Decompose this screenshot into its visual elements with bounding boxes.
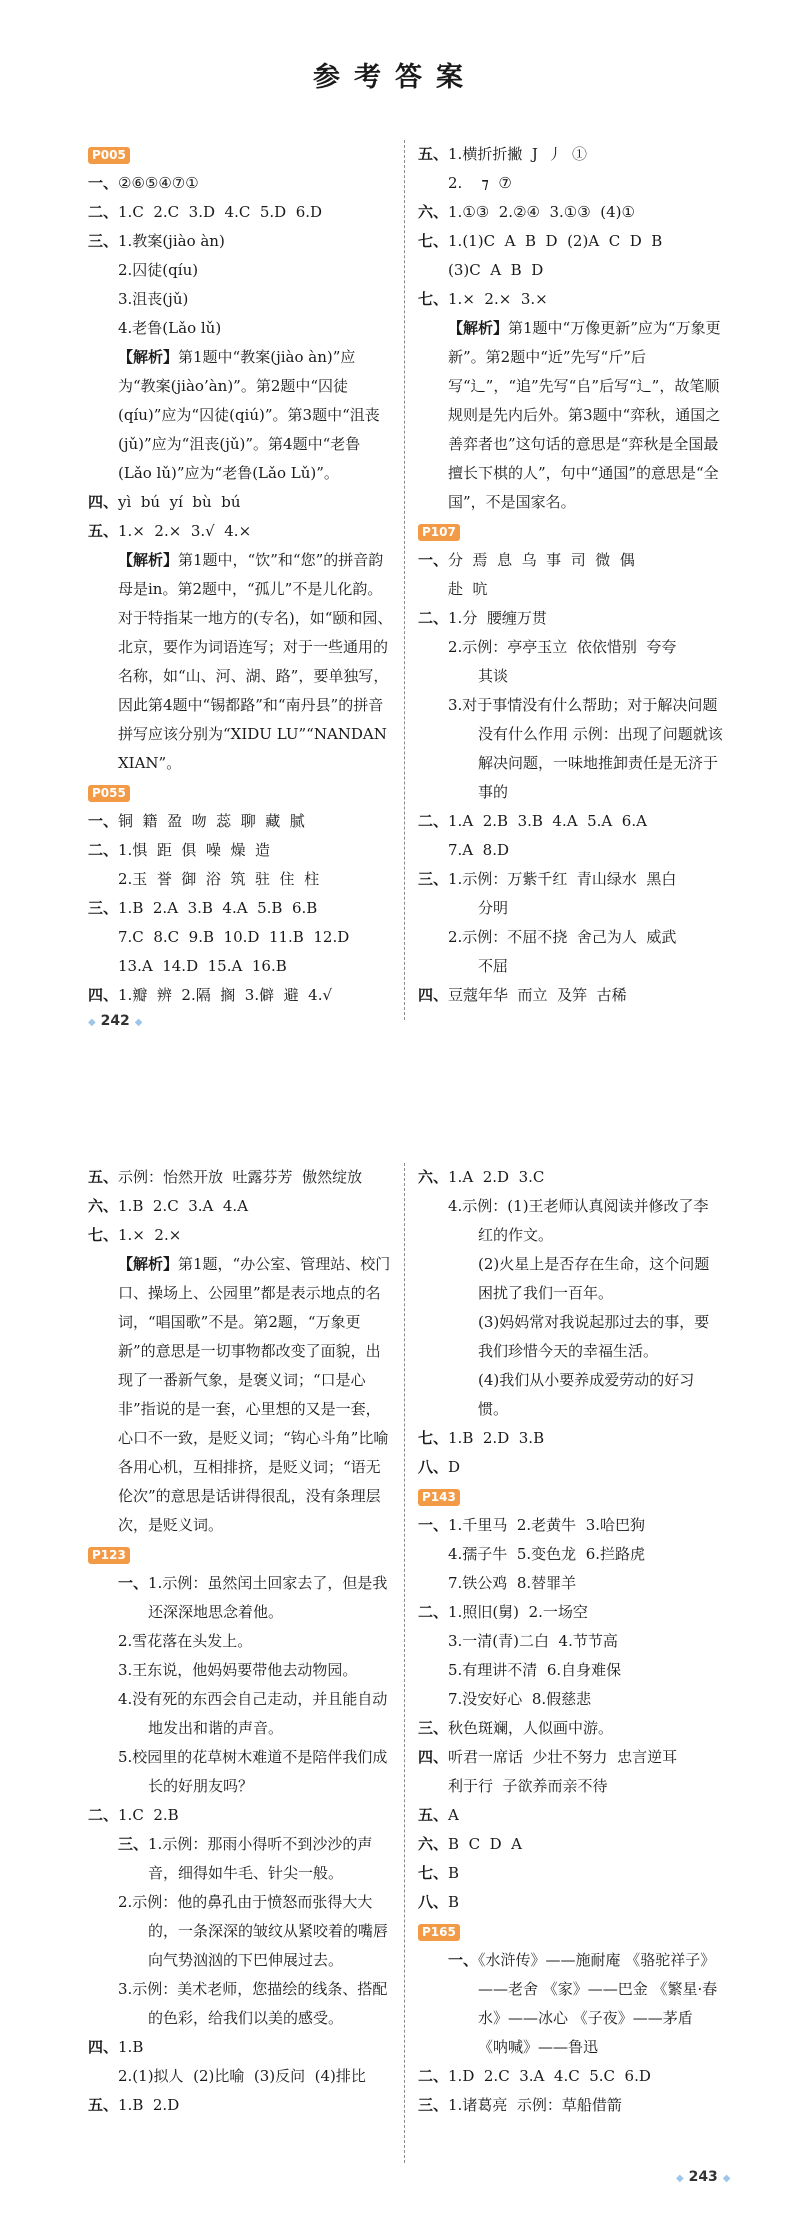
section-badge: P143 bbox=[418, 1489, 460, 1506]
answer-line: 四、豆蔻年华 而立 及笄 古稀 bbox=[418, 986, 627, 1004]
page1-left-column bbox=[88, 140, 393, 1010]
answer-line: 2.(1)拟人 (2)比喻 (3)反问 (4)排比 bbox=[118, 2067, 366, 2085]
question-number: 一、 bbox=[448, 1951, 479, 1969]
analysis-text: 第1题中，“饮”和“您”的拼音韵母是in。第2题中，“孤儿”不是儿化韵。对于特指某一地方的(专名)，如“颐和园、北京，要作为词语连写；对于一些通用的名称，如“山、河、湖、路”，要单独写，因此第4题中“锡都路”和“南丹县”的拼音拼写应该分别为“XIDU LU”“NANDAN XIAN”。 bbox=[118, 551, 393, 772]
answer-line: 2.示例：亭亭玉立 依依惜别 夸夸 bbox=[448, 638, 677, 656]
answer-line: 六、1.①③ 2.②④ 3.①③ (4)① bbox=[418, 203, 635, 221]
question-number: 一、 bbox=[418, 551, 449, 569]
answer-line: (4)我们从小要养成爱劳动的好习惯。 bbox=[478, 1371, 695, 1418]
answer-line: 四、听君一席话 少壮不努力 忠言逆耳 bbox=[418, 1748, 678, 1766]
answer-line: 3.示例：美术老师，您描绘的线条、搭配的色彩，给我们以美的感受。 bbox=[118, 1980, 388, 2027]
answer-line: 四、1.瓣 辨 2.隔 搁 3.僻 避 4.√ bbox=[88, 986, 333, 1004]
answer-line: 三、1.示例：那雨小得听不到沙沙的声音，细得如牛毛、针尖一般。 bbox=[118, 1835, 373, 1882]
answer-line: 其谈 bbox=[478, 667, 509, 685]
answer-line: 7.没安好心 8.假慈悲 bbox=[448, 1690, 592, 1708]
answer-line: (3)C A B D bbox=[448, 261, 544, 279]
section-badge: P107 bbox=[418, 524, 460, 541]
page-number-243: ◆ 243 ◆ bbox=[676, 2169, 731, 2185]
question-number: 五、 bbox=[88, 522, 119, 540]
page-title: 参考答案 bbox=[313, 62, 477, 93]
question-number: 五、 bbox=[418, 145, 449, 163]
question-number: 四、 bbox=[418, 1748, 449, 1766]
answer-line: 五、1.× 2.× 3.√ 4.× bbox=[88, 522, 252, 540]
answer-line: 一、1.千里马 2.老黄牛 3.哈巴狗 bbox=[418, 1516, 646, 1534]
analysis-block bbox=[88, 546, 393, 778]
answer-line: 二、1.C 2.C 3.D 4.C 5.D 6.D bbox=[88, 203, 323, 221]
question-number: 三、 bbox=[118, 1835, 149, 1853]
analysis-label: 【解析】 bbox=[118, 551, 179, 569]
answer-line: 2.玉 誉 御 浴 筑 驻 住 柱 bbox=[118, 870, 320, 888]
answer-line: 五、示例：怡然开放 吐露芬芳 傲然绽放 bbox=[88, 1168, 363, 1186]
question-number: 四、 bbox=[88, 493, 119, 511]
question-number: 六、 bbox=[418, 1835, 449, 1853]
answer-line: 二、1.惧 距 俱 噪 燥 造 bbox=[88, 841, 271, 859]
answer-line: 七、1.B 2.D 3.B bbox=[418, 1429, 545, 1447]
answer-line: 分明 bbox=[478, 899, 509, 917]
answer-line: 二、1.A 2.B 3.B 4.A 5.A 6.A bbox=[418, 812, 647, 830]
question-number: 三、 bbox=[418, 1719, 449, 1737]
answer-line: 三、1.诸葛亮 示例：草船借箭 bbox=[418, 2096, 622, 2114]
section-header bbox=[88, 1540, 393, 1569]
question-number: 八、 bbox=[418, 1893, 449, 1911]
answer-line: 一、1.示例：虽然闰土回家去了，但是我还深深地思念着他。 bbox=[118, 1574, 388, 1621]
page1-divider bbox=[404, 140, 405, 1020]
answer-line: 二、1.分 腰缠万贯 bbox=[418, 609, 547, 627]
analysis-text: 第1题，“办公室、管理站、校门口、操场上、公园里”都是表示地点的名词，“唱国歌”不是。第2题，“万象更新”的意思是一切事物都改变了面貌，出现了一番新气象，是褒义词；“口是心非”指说的是一套，心里想的又是一套，心口不一致，是贬义词；“钩心斗角”比喻各用心机，互相排挤，是贬义词；“语无伦次”的意思是话讲得很乱，没有条理层次，是贬义词。 bbox=[118, 1255, 391, 1534]
question-number: 七、 bbox=[418, 290, 449, 308]
answer-line: (2)火星上是否存在生命，这个问题困扰了我们一百年。 bbox=[478, 1255, 710, 1302]
answer-line: 七、1.(1)C A B D (2)A C D B bbox=[418, 232, 663, 250]
section-header bbox=[418, 1917, 723, 1946]
analysis-block bbox=[418, 314, 723, 517]
question-number: 六、 bbox=[418, 1168, 449, 1186]
analysis-block bbox=[88, 1250, 393, 1540]
answer-line: 2.囚徒(qíu) bbox=[118, 261, 199, 279]
answer-line: 六、B C D A bbox=[418, 1835, 522, 1853]
question-number: 六、 bbox=[418, 203, 449, 221]
answer-line: 六、1.A 2.D 3.C bbox=[418, 1168, 545, 1186]
question-number: 一、 bbox=[88, 174, 119, 192]
answer-line: 7.A 8.D bbox=[448, 841, 510, 859]
answer-line: 赴 吭 bbox=[448, 580, 488, 598]
answer-line: 六、1.B 2.C 3.A 4.A bbox=[88, 1197, 249, 1215]
question-number: 八、 bbox=[418, 1458, 449, 1476]
question-number: 三、 bbox=[88, 232, 119, 250]
answer-line: 7.C 8.C 9.B 10.D 11.B 12.D bbox=[118, 928, 350, 946]
question-number: 二、 bbox=[418, 1603, 449, 1621]
answer-line: 三、秋色斑斓，人似画中游。 bbox=[418, 1719, 614, 1737]
answer-line: 2.雪花落在头发上。 bbox=[118, 1632, 253, 1650]
section-badge: P123 bbox=[88, 1547, 130, 1564]
answer-line: 五、A bbox=[418, 1806, 459, 1824]
page2-divider bbox=[404, 1163, 405, 2163]
question-number: 四、 bbox=[88, 986, 119, 1004]
question-number: 一、 bbox=[118, 1574, 149, 1592]
answer-line: 七、B bbox=[418, 1864, 460, 1882]
answer-line: 七、1.× 2.× 3.× bbox=[418, 290, 548, 308]
question-number: 二、 bbox=[88, 1806, 119, 1824]
question-number: 三、 bbox=[418, 870, 449, 888]
answer-line: 三、1.B 2.A 3.B 4.A 5.B 6.B bbox=[88, 899, 318, 917]
analysis-label: 【解析】 bbox=[118, 1255, 179, 1273]
question-number: 五、 bbox=[88, 1168, 119, 1186]
answer-line: 2. ⁊ ⑦ bbox=[448, 174, 512, 192]
section-badge: P055 bbox=[88, 785, 130, 802]
section-header bbox=[418, 1482, 723, 1511]
question-number: 二、 bbox=[418, 2067, 449, 2085]
answer-line: 4.孺子牛 5.变色龙 6.拦路虎 bbox=[448, 1545, 646, 1563]
answer-line: 13.A 14.D 15.A 16.B bbox=[118, 957, 287, 975]
question-number: 七、 bbox=[418, 1429, 449, 1447]
question-number: 二、 bbox=[88, 841, 119, 859]
page-number-242: ◆ 242 ◆ bbox=[88, 1013, 143, 1029]
question-number: 一、 bbox=[88, 812, 119, 830]
answer-line: 三、1.教案(jiào àn) bbox=[88, 232, 225, 250]
answer-line: 7.铁公鸡 8.替罪羊 bbox=[448, 1574, 577, 1592]
question-number: 六、 bbox=[88, 1197, 119, 1215]
section-header bbox=[418, 517, 723, 546]
page2-right-column bbox=[418, 1163, 723, 2120]
answer-line: 五、1.横折折撇 J 丿 ① bbox=[418, 145, 587, 163]
analysis-label: 【解析】 bbox=[118, 348, 179, 366]
answer-line: 三、1.示例：万紫千红 青山绿水 黑白 bbox=[418, 870, 677, 888]
answer-line: 八、B bbox=[418, 1893, 460, 1911]
answer-line: 2.示例：不屈不挠 舍己为人 威武 bbox=[448, 928, 677, 946]
answer-line: 3.沮丧(jǔ) bbox=[118, 290, 189, 308]
answer-line: 2.示例：他的鼻孔由于愤怒而张得大大的，一条深深的皱纹从紧咬着的嘴唇向气势汹汹的下巴伸展过去。 bbox=[118, 1893, 389, 1969]
answer-line: 4.示例：(1)王老师认真阅读并修改了李红的作文。 bbox=[448, 1197, 709, 1244]
answer-line: 二、1.C 2.B bbox=[88, 1806, 179, 1824]
answer-line: 4.老鲁(Lǎo lǔ) bbox=[118, 319, 222, 337]
analysis-label: 【解析】 bbox=[448, 319, 509, 337]
question-number: 四、 bbox=[88, 2038, 119, 2056]
answer-line: 四、yì bú yí bù bú bbox=[88, 493, 241, 511]
answer-line: 3.王东说，他妈妈要带他去动物园。 bbox=[118, 1661, 358, 1679]
analysis-text: 第1题中“教案(jiào àn)”应为“教案(jiào’àn)”。第2题中“囚徒(qíu)”应为“囚徒(qiú)”。第3题中“沮丧(jǔ)”应为“沮丧(jǔ)”。第4题中“老鲁(Lǎo lǔ)”应为“老鲁(Lǎo Lǔ)”。 bbox=[118, 348, 380, 482]
page1-right-column bbox=[418, 140, 723, 1010]
answer-line: 一、分 焉 息 乌 事 司 微 偶 bbox=[418, 551, 635, 569]
answer-line: 4.没有死的东西会自己走动，并且能自动地发出和谐的声音。 bbox=[118, 1690, 388, 1737]
question-number: 五、 bbox=[88, 2096, 119, 2114]
question-number: 四、 bbox=[418, 986, 449, 1004]
answer-line: 二、1.D 2.C 3.A 4.C 5.C 6.D bbox=[418, 2067, 651, 2085]
question-number: 七、 bbox=[418, 232, 449, 250]
answer-line: 五、1.B 2.D bbox=[88, 2096, 180, 2114]
question-number: 一、 bbox=[418, 1516, 449, 1534]
question-number: 三、 bbox=[88, 899, 119, 917]
question-number: 二、 bbox=[418, 812, 449, 830]
section-header bbox=[88, 778, 393, 807]
section-badge: P005 bbox=[88, 147, 130, 164]
answer-line: 一、铜 籍 盈 吻 蕊 聊 藏 腻 bbox=[88, 812, 305, 830]
answer-line: 3.对于事情没有什么帮助；对于解决问题没有什么作用 示例：出现了问题就该解决问题，一味地推卸责任是无济于事的 bbox=[448, 696, 723, 801]
answer-line: (3)妈妈常对我说起那过去的事，要我们珍惜今天的幸福生活。 bbox=[478, 1313, 710, 1360]
question-number: 二、 bbox=[88, 203, 119, 221]
answer-line: 5.有理讲不清 6.自身难保 bbox=[448, 1661, 622, 1679]
analysis-text: 第1题中“万像更新”应为“万象更新”。第2题中“近”先写“斤”后写“辶”，“追”先写“𠂤”后写“辶”，故笔顺规则是先内后外。第3题中“弈秋，通国之善弈者也”这句话的意思是“弈秋是全国最擅长下棋的人”，句中“通国”的意思是“全国”，不是国家名。 bbox=[448, 319, 721, 511]
answer-line: 八、D bbox=[418, 1458, 461, 1476]
question-number: 二、 bbox=[418, 609, 449, 627]
answer-line: 四、1.B bbox=[88, 2038, 144, 2056]
question-number: 五、 bbox=[418, 1806, 449, 1824]
analysis-block bbox=[88, 343, 393, 488]
answer-line: 七、1.× 2.× bbox=[88, 1226, 182, 1244]
answer-line: 一、②⑥⑤④⑦① bbox=[88, 174, 199, 192]
answer-line: 二、1.照旧(舅) 2.一场空 bbox=[418, 1603, 588, 1621]
section-badge: P165 bbox=[418, 1924, 460, 1941]
page2-left-column bbox=[88, 1163, 393, 2120]
answer-line: 5.校园里的花草树木难道不是陪伴我们成长的好朋友吗？ bbox=[118, 1748, 388, 1795]
question-number: 三、 bbox=[418, 2096, 449, 2114]
section-header bbox=[88, 140, 393, 169]
answer-line: 不屈 bbox=[478, 957, 509, 975]
answer-line: 一、《水浒传》——施耐庵 《骆驼祥子》——老舍 《家》——巴金 《繁星·春水》——冰心 《子夜》——茅盾 《呐喊》——鲁迅 bbox=[448, 1951, 718, 2056]
question-number: 七、 bbox=[88, 1226, 119, 1244]
question-number: 七、 bbox=[418, 1864, 449, 1882]
answer-line: 3.一清(青)二白 4.节节高 bbox=[448, 1632, 618, 1650]
answer-line: 利于行 子欲养而亲不待 bbox=[448, 1777, 608, 1795]
